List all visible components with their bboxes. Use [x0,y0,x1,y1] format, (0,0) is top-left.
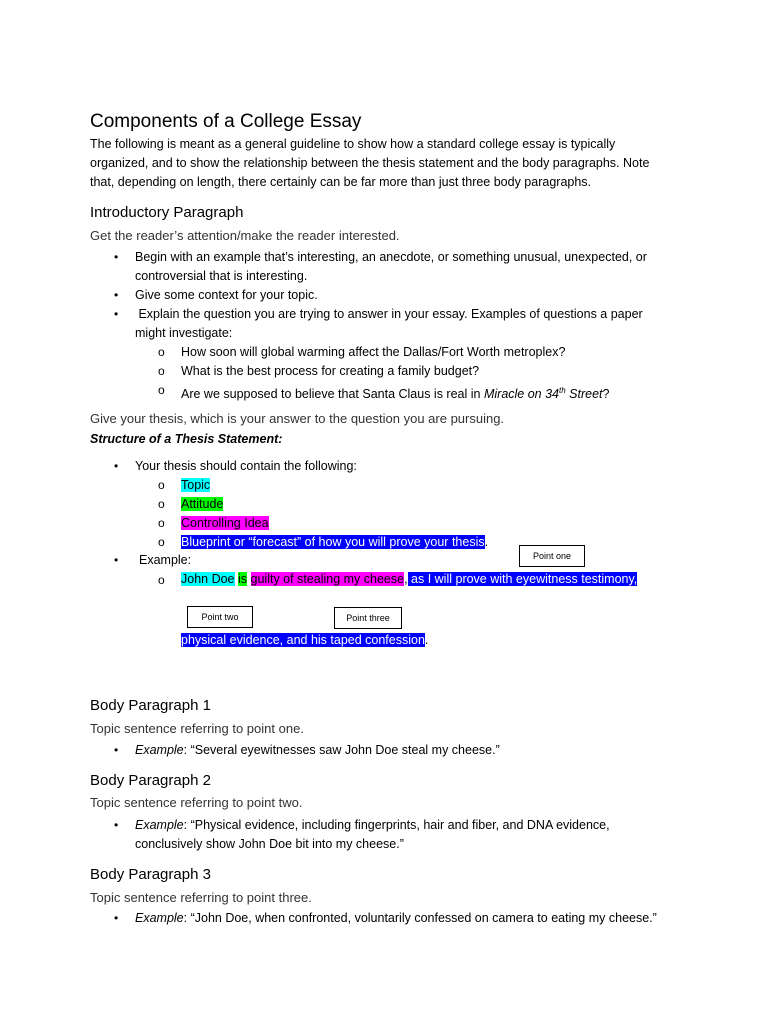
thesis-part-controlling [181,514,269,533]
point-two-box: Point two [187,606,253,628]
circle-bullet-icon: o [158,573,165,587]
question-3-prefix: Are we supposed to believe that Santa Claus is real in [181,387,484,402]
thesis-contains: Your thesis should contain the following: [135,459,357,473]
intro-line-1: The following is meant as a general guideline to show how a standard college essay is typically [90,137,616,151]
circle-bullet-icon: o [158,364,165,378]
highlight-blueprint: Blueprint or “forecast” of how you will prove your thesis [181,535,485,549]
bullet-2: Give some context for your topic. [135,288,318,302]
body-paragraph-1-topic: Topic sentence referring to point one. [90,721,304,736]
body-paragraph-2-example [135,816,610,835]
intro-line-3: that, depending on length, there certainly can be far more than just three body paragraphs. [90,175,592,189]
example-blueprint-part-2: physical evidence, and his taped confession [181,633,425,647]
question-3-superscript: th [559,386,566,395]
bullet-icon: • [114,307,119,321]
document-title: Components of a College Essay [90,111,362,132]
bullet-1-line-1: Begin with an example that’s interesting, an anecdote, or something unusual, unexpected, or [135,250,647,264]
body-paragraph-1-heading: Body Paragraph 1 [90,697,211,714]
thesis-line: Give your thesis, which is your answer to the question you are pursuing. [90,411,505,426]
example-controlling-idea: guilty of stealing my cheese [250,572,405,586]
question-3-title-part-1: Miracle on 34 [483,387,560,402]
example-blueprint-part-1: as I will prove with eyewitness testimony, [407,572,638,586]
blueprint-period: . [484,535,489,549]
circle-bullet-icon: o [158,345,165,359]
example-text: : “Several eyewitnesses saw John Doe steal my cheese.” [183,743,500,757]
point-one-box: Point one [519,545,585,567]
example-period: . [424,633,429,647]
example-sentence-line-2 [181,631,428,650]
bullet-3-line-2: might investigate: [135,326,233,340]
point-three-box: Point three [334,607,402,629]
bullet-icon: • [114,459,119,473]
intro-heading: Introductory Paragraph [90,204,244,221]
example-text: : “Physical evidence, including fingerprints, hair and fiber, and DNA evidence, [183,818,610,832]
thesis-part-attitude [181,495,223,514]
bullet-icon: • [114,911,119,925]
bullet-icon: • [114,553,119,567]
bullet-icon: • [114,288,119,302]
bullet-icon: • [114,818,119,832]
thesis-part-topic [181,476,210,495]
example-label: Example: [139,553,192,567]
question-3-title-part-2: Street [565,387,603,402]
bullet-1-line-2: controversial that is interesting. [135,269,308,283]
question-2: What is the best process for creating a family budget? [181,364,480,378]
bullet-3-line-1: Explain the question you are trying to answer in your essay. Examples of questions a paper [135,307,643,321]
bullet-icon: • [114,743,119,757]
intro-line-2: organized, and to show the relationship between the thesis statement and the body paragraphs. Note [90,156,650,170]
bullet-icon: • [114,250,119,264]
question-3 [181,381,609,404]
highlight-topic: Topic [181,478,211,492]
circle-bullet-icon: o [158,516,165,530]
example-sentence-line-1 [181,570,637,589]
highlight-controlling-idea: Controlling Idea [181,516,269,530]
attention-line: Get the reader’s attention/make the reader interested. [90,228,400,243]
circle-bullet-icon: o [158,478,165,492]
body-paragraph-3-topic: Topic sentence referring to point three. [90,890,312,905]
body-paragraph-3-heading: Body Paragraph 3 [90,866,211,883]
structure-heading: Structure of a Thesis Statement: [90,432,283,446]
body-paragraph-1-example [135,741,500,760]
highlight-attitude: Attitude [181,497,224,511]
circle-bullet-icon: o [158,535,165,549]
body-paragraph-3-example [135,909,657,928]
circle-bullet-icon: o [158,497,165,511]
example-topic: John Doe [181,572,235,586]
example-text: : “John Doe, when confronted, voluntarily confessed on camera to eating my cheese.” [183,911,657,925]
question-3-suffix: ? [602,387,610,402]
example-comma: , [404,572,408,586]
example-attitude: is [238,572,248,586]
example-label-italic: Example [135,818,184,832]
example-label-italic: Example [135,911,184,925]
circle-bullet-icon: o [158,383,165,397]
example-label-italic: Example [135,743,184,757]
body-paragraph-2-heading: Body Paragraph 2 [90,772,211,789]
question-1: How soon will global warming affect the Dallas/Fort Worth metroplex? [181,345,566,359]
body-paragraph-2-example-line-2: conclusively show John Doe bit into my cheese.” [135,837,404,851]
body-paragraph-2-topic: Topic sentence referring to point two. [90,795,303,810]
thesis-part-blueprint [181,533,488,552]
